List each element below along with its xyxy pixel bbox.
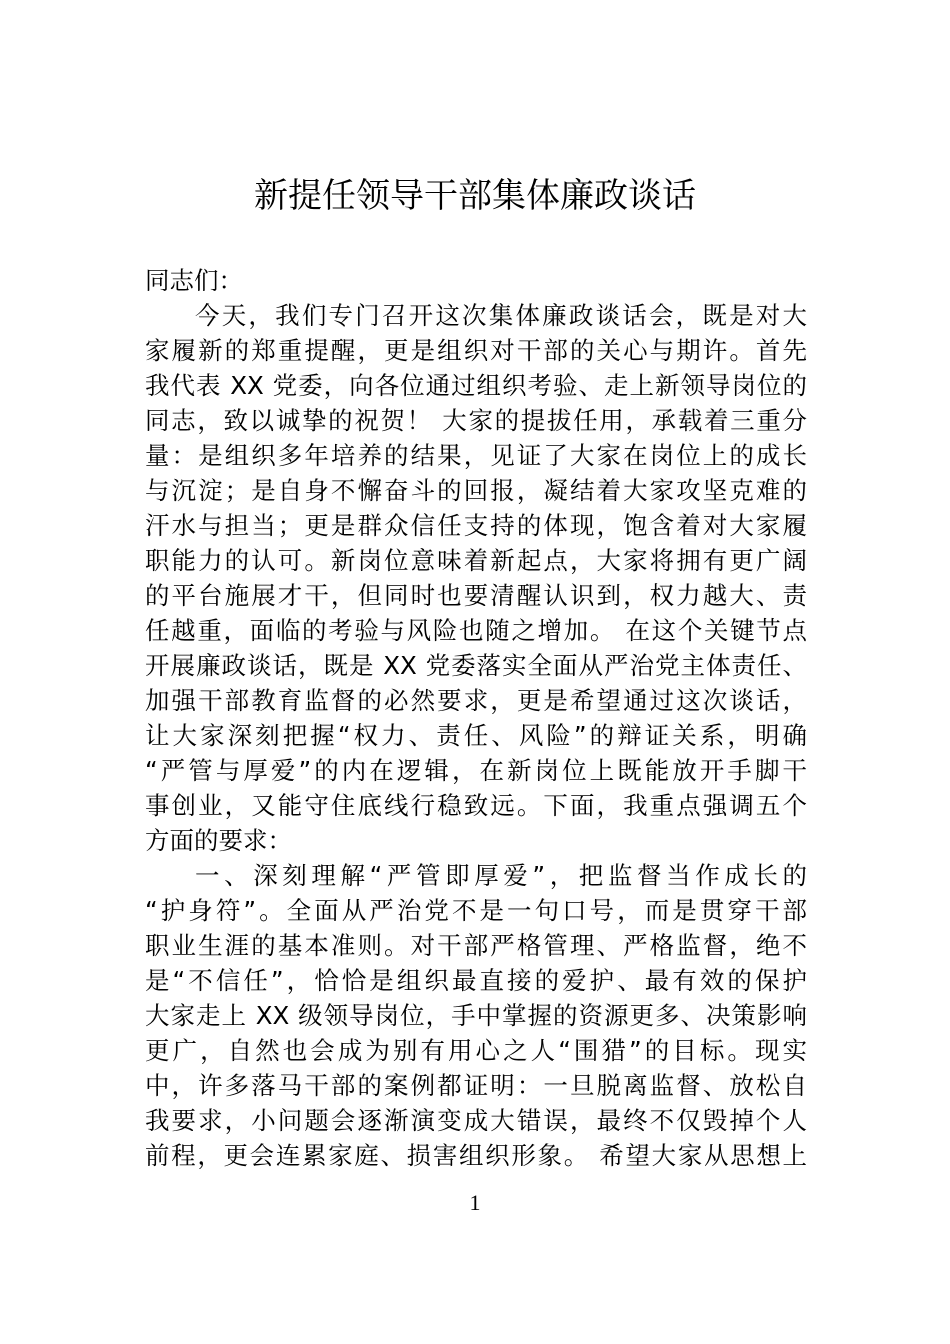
text-line: 更广，自然也会成为别有用心之人“围猎”的目标。现实 — [145, 1036, 807, 1065]
text-line: 汗水与担当；更是群众信任支持的体现，饱含着对大家履 — [145, 511, 807, 540]
text-line: 我要求，小问题会逐渐演变成大错误，最终不仅毁掉个人 — [145, 1106, 807, 1135]
page-number: 1 — [469, 1190, 481, 1215]
paragraph-lines — [145, 298, 807, 1173]
document-body — [145, 263, 807, 1173]
text-line: 职业生涯的基本准则。对干部严格管理、严格监督，绝不 — [145, 931, 807, 960]
text-line: 前程，更会连累家庭、损害组织形象。 希望大家从思想上 — [145, 1141, 807, 1170]
document-title: 新提任领导干部集体廉政谈话 — [254, 176, 696, 216]
text-line: 方面的要求： — [145, 826, 292, 855]
text-line: 开展廉政谈话，既是 XX 党委落实全面从严治党主体责任、 — [145, 651, 807, 680]
text-line: 让大家深刻把握“权力、责任、风险”的辩证关系，明确 — [145, 721, 807, 750]
text-line: 大家走上 XX 级领导岗位，手中掌握的资源更多、决策影响 — [145, 1001, 807, 1030]
text-line: 加强干部教育监督的必然要求，更是希望通过这次谈话， — [145, 686, 807, 715]
text-line: 是“不信任”，恰恰是组织最直接的爱护、最有效的保护 — [145, 966, 807, 995]
text-line: 的平台施展才干，但同时也要清醒认识到，权力越大、责 — [145, 581, 807, 610]
text-line: 家履新的郑重提醒，更是组织对干部的关心与期许。首先 — [145, 336, 807, 365]
text-line: 我代表 XX 党委，向各位通过组织考验、走上新领导岗位的 — [145, 371, 807, 400]
text-line: 事创业，又能守住底线行稳致远。下面，我重点强调五个 — [145, 791, 807, 820]
text-line: 量：是组织多年培养的结果，见证了大家在岗位上的成长 — [145, 441, 807, 470]
text-line: 同志，致以诚挚的祝贺！ 大家的提拔任用，承载着三重分 — [145, 406, 807, 435]
salutation: 同志们： — [145, 266, 243, 295]
text-line: 今天，我们专门召开这次集体廉政谈话会，既是对大 — [195, 301, 807, 330]
text-line: 中，许多落马干部的案例都证明：一旦脱离监督、放松自 — [145, 1071, 807, 1100]
text-line: 与沉淀；是自身不懈奋斗的回报，凝结着大家攻坚克难的 — [145, 476, 807, 505]
text-line: “严管与厚爱”的内在逻辑，在新岗位上既能放开手脚干 — [145, 756, 807, 785]
text-line: 一、深刻理解“严管即厚爱”，把监督当作成长的 — [195, 861, 807, 890]
text-line: 职能力的认可。新岗位意味着新起点，大家将拥有更广阔 — [145, 546, 807, 575]
text-line: 任越重，面临的考验与风险也随之增加。 在这个关键节点 — [145, 616, 807, 645]
text-line: “护身符”。全面从严治党不是一句口号，而是贯穿干部 — [145, 896, 807, 925]
